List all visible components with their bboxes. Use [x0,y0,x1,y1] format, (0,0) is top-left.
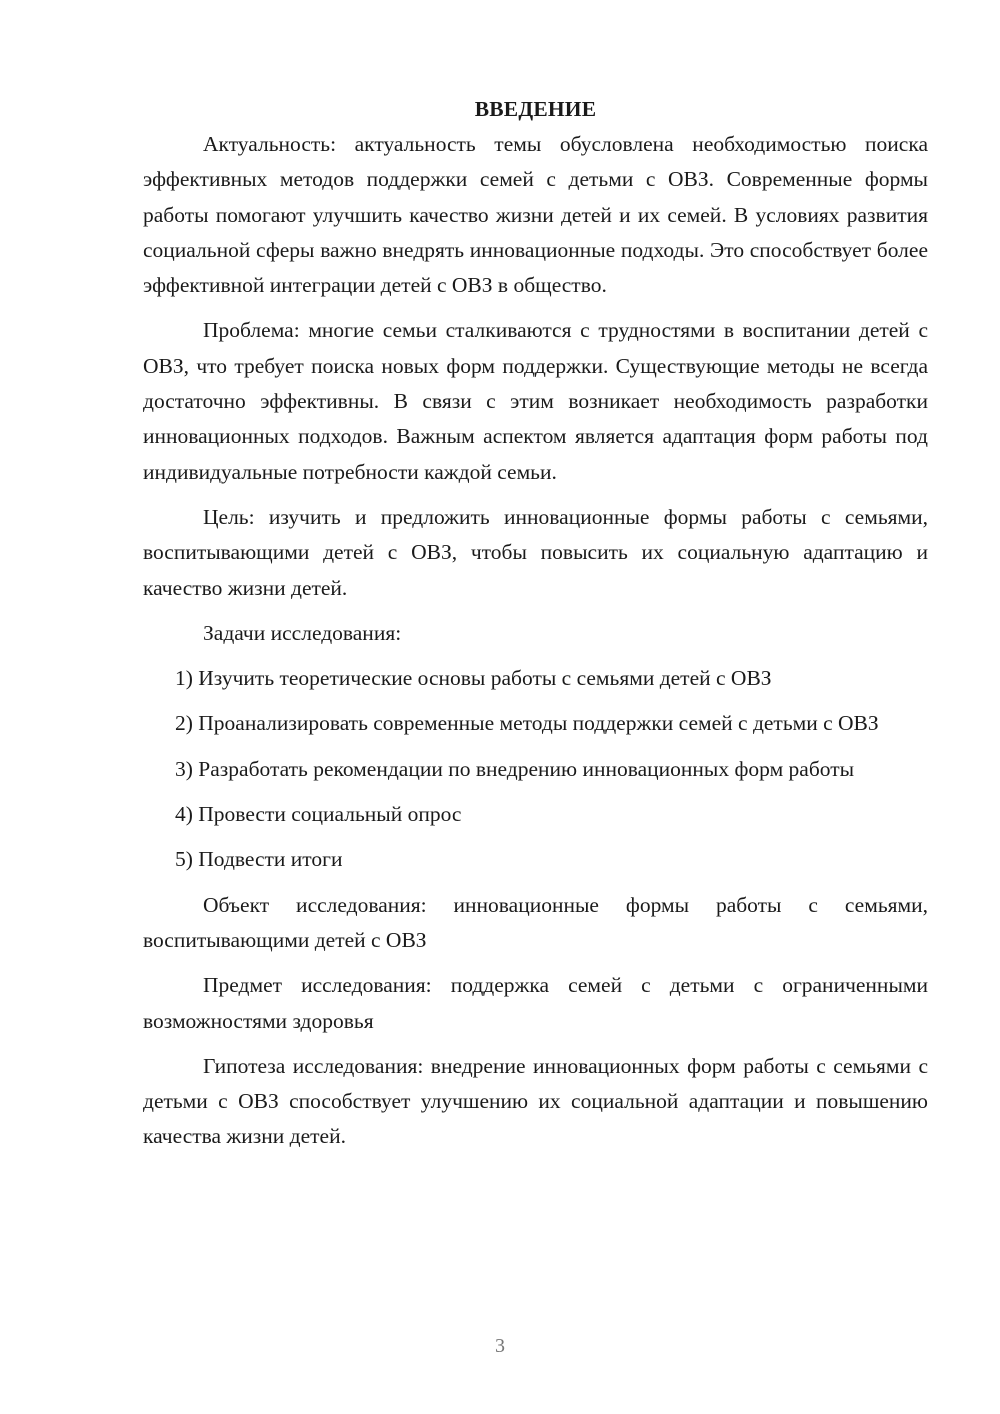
paragraph-subject: Предмет исследования: поддержка семей с детьми с ограниченными возможностями здоровья [143,973,928,1033]
paragraph-relevance: Актуальность: актуальность темы обусловлена необходимостью поиска эффективных методов поддержки семей с детьми с ОВЗ. Современные формы работы помогают улучшить качество жизни детей и их семей. В условиях развития социальной сферы важно внедрять инновационные подходы. Это способствует более эффективной интеграции детей с ОВЗ в общество. [143,132,928,298]
task-item-5: 5) Подвести итоги [175,847,343,872]
tasks-heading: Задачи исследования: [203,620,402,645]
task-item-1: 1) Изучить теоретические основы работы с семьями детей с ОВЗ [175,666,772,691]
task-item-2: 2) Проанализировать современные методы поддержки семей с детьми с ОВЗ [175,711,879,736]
page-number: 3 [495,1335,505,1357]
section-title: ВВЕДЕНИЕ [474,97,597,121]
paragraph-problem: Проблема: многие семьи сталкиваются с трудностями в воспитании детей с ОВЗ, что требует поиска новых форм поддержки. Существующие методы не всегда достаточно эффективны. В связи с этим возникает необходимость разработки инновационных подходов. Важным аспектом является адаптация форм работы под индивидуальные потребности каждой семьи. [143,318,928,484]
task-item-3: 3) Разработать рекомендации по внедрению инновационных форм работы [175,756,855,781]
paragraph-goal: Цель: изучить и предложить инновационные формы работы с семьями, воспитывающими детей с ОВЗ, чтобы повысить их социальную адаптацию и качество жизни детей. [143,504,928,600]
task-item-4: 4) Провести социальный опрос [175,802,462,827]
document-page [143,92,928,1165]
paragraph-object: Объект исследования: инновационные формы работы с семьями, воспитывающими детей с ОВЗ [143,892,928,952]
paragraph-hypothesis: Гипотеза исследования: внедрение инновационных форм работы с семьями с детьми с ОВЗ способствует улучшению их социальной адаптации и повышению качества жизни детей. [143,1053,928,1149]
